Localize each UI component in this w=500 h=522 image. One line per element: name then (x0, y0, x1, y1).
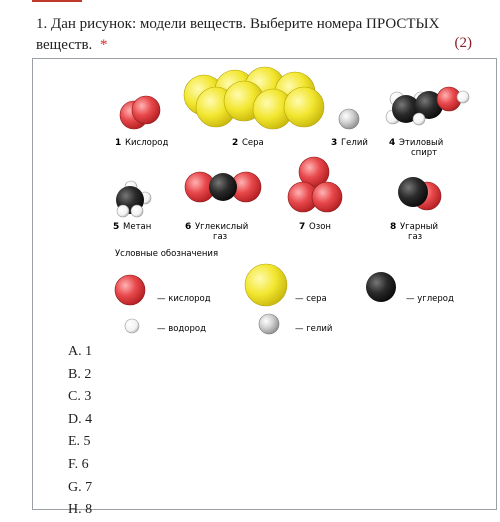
label-3: 3 (331, 138, 338, 148)
molecule-ozone (288, 157, 342, 212)
molecule-ethanol (386, 87, 469, 125)
option-a[interactable]: A. 1 (68, 344, 93, 359)
molecule-carbon-monoxide (398, 177, 441, 210)
label-4: 4 (389, 138, 396, 148)
molecule-carbon-dioxide (185, 172, 261, 202)
legend-sulfur-label: — сера (295, 294, 327, 304)
molecule-figure (33, 59, 496, 509)
label-7-name: Озон (309, 222, 331, 232)
label-6: 6 (185, 222, 192, 232)
question-number: 1. (36, 16, 48, 32)
question-text: Дан рисунок: модели веществ. Выберите номера ПРОСТЫХ веществ. (36, 16, 440, 53)
legend-helium-label: — гелий (295, 324, 333, 334)
molecule-methane (116, 181, 151, 217)
label-1-name: Кислород (125, 138, 169, 148)
legend-hydrogen-label: — водород (157, 324, 206, 334)
option-h[interactable]: H. 8 (68, 502, 93, 518)
label-8-name2: газ (408, 232, 423, 242)
molecule-oxygen (120, 96, 160, 129)
option-b[interactable]: B. 2 (68, 366, 92, 382)
label-4-name2: спирт (411, 148, 438, 158)
option-d[interactable]: D. 4 (68, 411, 93, 427)
option-g[interactable]: G. 7 (68, 479, 93, 495)
option-c[interactable]: C. 3 (68, 389, 92, 405)
option-f[interactable]: F. 6 (68, 456, 89, 472)
legend-sulfur (245, 264, 327, 306)
question-image-panel (32, 58, 497, 510)
label-1: 1 (115, 138, 122, 148)
legend-oxygen (115, 275, 211, 305)
label-8: 8 (390, 222, 397, 232)
question-points: (2) (454, 35, 472, 51)
legend-hydrogen (125, 319, 206, 334)
legend-helium (259, 314, 332, 334)
molecule-helium (339, 109, 359, 129)
label-5-name: Метан (123, 222, 152, 232)
label-2: 2 (232, 138, 239, 148)
label-7: 7 (299, 222, 306, 232)
label-6-name2: газ (213, 232, 228, 242)
legend-title: Условные обозначения (115, 249, 219, 259)
label-5: 5 (113, 222, 120, 232)
required-mark: * (100, 37, 108, 53)
label-6-name: Углекислый (195, 222, 249, 232)
label-2-name: Сера (242, 138, 264, 148)
label-3-name: Гелий (341, 138, 368, 148)
molecule-sulfur (184, 67, 324, 129)
legend-oxygen-label: — кислород (157, 294, 211, 304)
answer-options (68, 341, 92, 522)
option-e[interactable]: E. 5 (68, 434, 91, 450)
label-4-name: Этиловый (399, 138, 444, 148)
label-8-name: Угарный (400, 222, 439, 232)
legend-carbon-label: — углерод (406, 294, 454, 304)
top-accent-line (32, 0, 82, 2)
question-title (36, 14, 476, 56)
legend-carbon (366, 272, 454, 304)
